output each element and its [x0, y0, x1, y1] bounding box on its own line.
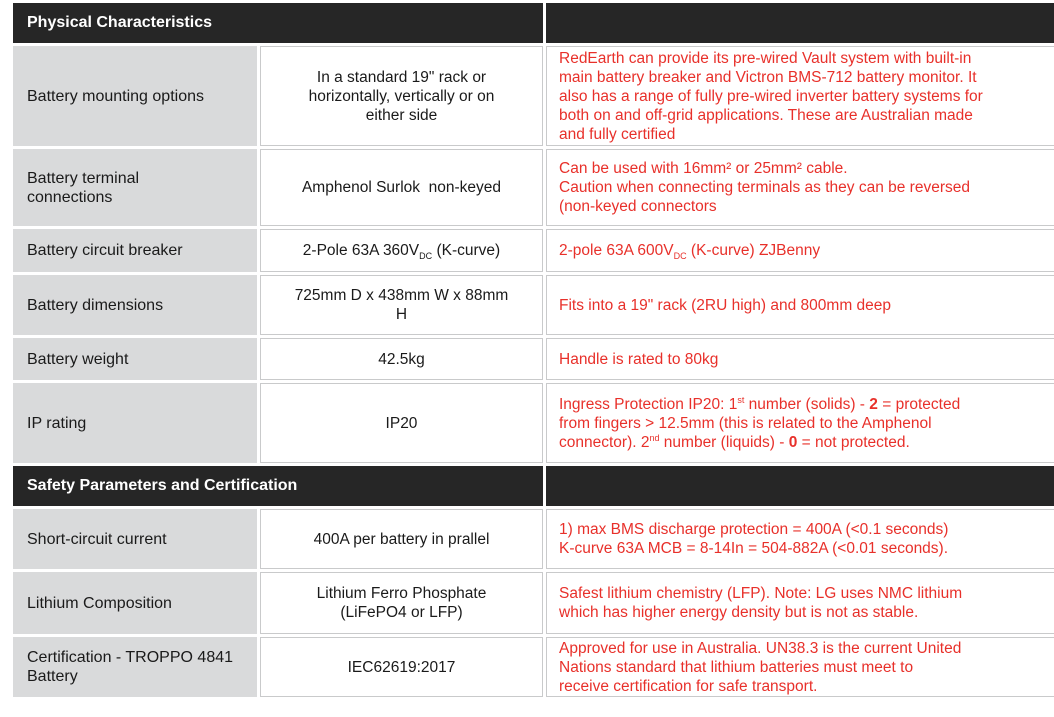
note-line: from fingers > 12.5mm (this is related to the Amphenol [559, 414, 932, 432]
row-value [260, 572, 543, 634]
table-row [13, 338, 1054, 380]
table-row [13, 637, 1054, 697]
row-label [13, 149, 257, 226]
note-emphasis: 0 [788, 433, 798, 451]
note-line: 1) max BMS discharge protection = 400A (<0.1 seconds) [559, 521, 949, 538]
dc-subscript: DC [419, 251, 433, 262]
note-text: 2-pole 63A 600V [559, 242, 674, 259]
value-line: (LiFePO4 or LFP) [340, 604, 463, 621]
table-row [13, 383, 1054, 463]
value-line: either side [365, 106, 438, 124]
row-label: Battery weight [13, 338, 257, 380]
row-note: Handle is rated to 80kg [546, 338, 1054, 380]
note-line: Nations standard that lithium batteries must meet to [559, 658, 914, 676]
row-note [546, 509, 1054, 569]
note-line: which has higher energy density but is not as stable. [559, 604, 919, 621]
row-value: Amphenol Surlok non-keyed [260, 149, 543, 226]
label-line: Battery terminal [27, 169, 140, 187]
table-row [13, 572, 1054, 634]
row-value: 400A per battery in prallel [260, 509, 543, 569]
note-text: connector). 2 [559, 433, 650, 451]
row-note: Fits into a 19" rack (2RU high) and 800mm deep [546, 275, 1054, 335]
note-line: Can be used with 16mm² or 25mm² cable. [559, 160, 848, 177]
value-line: In a standard 19" rack or [316, 68, 487, 86]
section-title: Physical Characteristics [13, 3, 543, 43]
note-text: (K-curve) ZJBenny [686, 242, 821, 259]
note-text: = protected [877, 395, 961, 413]
row-value: IEC62619:2017 [260, 637, 543, 697]
note-line: both on and off-grid applications. These are Australian made [559, 106, 973, 124]
ordinal-superscript: st [737, 394, 745, 405]
specifications-table [10, 0, 1054, 700]
label-line: Certification - TROPPO 4841 [27, 649, 234, 666]
section-header-blank [546, 466, 1054, 506]
value-text: (K-curve) [432, 242, 501, 259]
row-label: Battery mounting options [13, 46, 257, 146]
row-label: Battery circuit breaker [13, 229, 257, 272]
row-label: Short-circuit current [13, 509, 257, 569]
row-note [546, 46, 1054, 146]
row-value [260, 229, 543, 272]
note-line: and fully certified [559, 125, 676, 143]
note-line: K-curve 63A MCB = 8-14In = 504-882A (<0.01 seconds). [559, 540, 949, 557]
note-text: number (liquids) - [659, 433, 789, 451]
section-header-blank [546, 3, 1054, 43]
section-title: Safety Parameters and Certification [13, 466, 543, 506]
row-label: Battery dimensions [13, 275, 257, 335]
row-label [13, 637, 257, 697]
table-row [13, 229, 1054, 272]
row-value: IP20 [260, 383, 543, 463]
value-text: 2-Pole 63A 360V [302, 242, 420, 259]
note-line: RedEarth can provide its pre-wired Vault system with built-in [559, 49, 972, 67]
value-line: 725mm D x 438mm W x 88mm [294, 287, 509, 304]
note-text: Ingress Protection IP20: 1 [559, 395, 738, 413]
row-note [546, 572, 1054, 634]
note-line [559, 433, 1046, 452]
row-label: IP rating [13, 383, 257, 463]
label-line: Battery [27, 668, 78, 685]
note-line [559, 395, 1046, 414]
note-line: (non-keyed connectors [559, 198, 717, 215]
table-row [13, 46, 1054, 146]
note-line: Approved for use in Australia. UN38.3 is the current United [559, 639, 962, 657]
table-row [13, 509, 1054, 569]
note-text: = not protected. [797, 433, 910, 451]
row-note [546, 383, 1054, 463]
ordinal-superscript: nd [649, 432, 660, 443]
note-line: main battery breaker and Victron BMS-712 battery monitor. It [559, 68, 977, 86]
row-note [546, 229, 1054, 272]
row-value [260, 46, 543, 146]
value-line: horizontally, vertically or on [308, 87, 495, 105]
value-line: H [395, 306, 408, 323]
note-line: Caution when connecting terminals as they can be reversed [559, 179, 970, 196]
section-header-safety [13, 466, 1054, 506]
row-value [260, 275, 543, 335]
row-note [546, 149, 1054, 226]
label-line: connections [27, 188, 113, 206]
row-note [546, 637, 1054, 697]
note-line: Safest lithium chemistry (LFP). Note: LG uses NMC lithium [559, 585, 963, 602]
table-row [13, 275, 1054, 335]
row-label: Lithium Composition [13, 572, 257, 634]
note-text: number (solids) - [744, 395, 870, 413]
section-header-physical [13, 3, 1054, 43]
value-line: Lithium Ferro Phosphate [316, 585, 487, 602]
table-row [13, 149, 1054, 226]
note-line: also has a range of fully pre-wired inverter battery systems for [559, 87, 983, 105]
note-emphasis: 2 [869, 395, 878, 413]
note-line: receive certification for safe transport. [559, 677, 818, 695]
dc-subscript: DC [673, 251, 687, 262]
row-value: 42.5kg [260, 338, 543, 380]
